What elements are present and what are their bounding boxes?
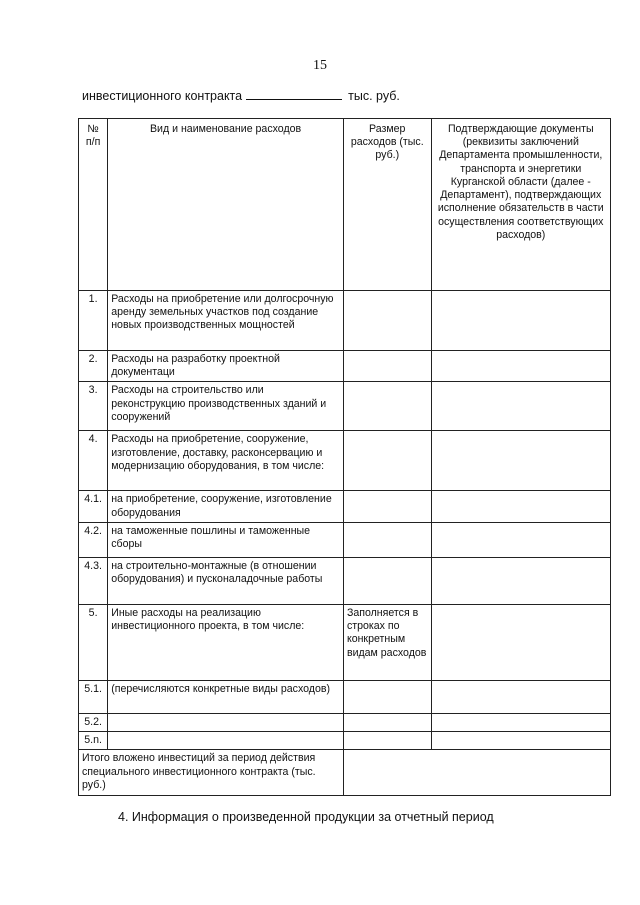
header-docs: Подтверждающие документы (реквизиты заключений Департамента промышленности, транспорта и энергетики Курганской области (далее - Департамент), подтверждающих исполнение обязательств в части осуществления соответствующих расходов) (431, 119, 610, 291)
header-num: № п/п (79, 119, 108, 291)
row-docs (431, 351, 610, 382)
table-row (79, 732, 611, 750)
intro-text-after: тыс. руб. (348, 89, 400, 103)
row-docs (431, 431, 610, 491)
table-row (79, 351, 611, 382)
row-name: на приобретение, сооружение, изготовление оборудования (108, 491, 344, 522)
intro-line (82, 89, 400, 103)
header-size: Размер расходов (тыс. руб.) (343, 119, 431, 291)
total-label: Итого вложено инвестиций за период действия специального инвестиционного контракта (тыс. руб.) (79, 750, 344, 796)
table-row (79, 604, 611, 680)
row-num: 5.n. (79, 732, 108, 750)
page-number: 15 (313, 58, 327, 73)
row-name: Расходы на разработку проектной документаци (108, 351, 344, 382)
row-name (108, 713, 344, 731)
row-num: 4.3. (79, 557, 108, 604)
row-size (343, 491, 431, 522)
row-name: Расходы на приобретение или долгосрочную аренду земельных участков под создание новых производственных мощностей (108, 291, 344, 351)
row-num: 2. (79, 351, 108, 382)
row-size: Заполняется в строках по конкретным видам расходов (343, 604, 431, 680)
row-docs (431, 491, 610, 522)
table-row (79, 557, 611, 604)
amount-blank-line (246, 89, 342, 100)
total-row (79, 750, 611, 796)
row-num: 5. (79, 604, 108, 680)
table-row (79, 431, 611, 491)
row-docs (431, 382, 610, 431)
row-docs (431, 557, 610, 604)
table-row (79, 291, 611, 351)
table-row (79, 522, 611, 557)
section-heading: 4. Информация о произведенной продукции за отчетный период (118, 810, 494, 824)
row-name: Расходы на строительство или реконструкцию производственных зданий и сооружений (108, 382, 344, 431)
header-name: Вид и наименование расходов (108, 119, 344, 291)
row-name: Иные расходы на реализацию инвестиционного проекта, в том числе: (108, 604, 344, 680)
row-docs (431, 604, 610, 680)
row-size (343, 557, 431, 604)
row-docs (431, 522, 610, 557)
row-num: 5.2. (79, 713, 108, 731)
row-size (343, 431, 431, 491)
row-docs (431, 732, 610, 750)
table-row (79, 713, 611, 731)
row-size (343, 382, 431, 431)
expenses-table (78, 118, 611, 796)
row-name: Расходы на приобретение, сооружение, изготовление, доставку, расконсервацию и модернизацию оборудования, в том числе: (108, 431, 344, 491)
row-size (343, 732, 431, 750)
row-size (343, 351, 431, 382)
row-name: (перечисляются конкретные виды расходов) (108, 680, 344, 713)
table-row (79, 382, 611, 431)
row-num: 4.1. (79, 491, 108, 522)
row-docs (431, 680, 610, 713)
row-size (343, 680, 431, 713)
row-size (343, 713, 431, 731)
row-num: 4.2. (79, 522, 108, 557)
row-num: 4. (79, 431, 108, 491)
total-value (343, 750, 610, 796)
table-header-row (79, 119, 611, 291)
row-num: 1. (79, 291, 108, 351)
row-docs (431, 291, 610, 351)
row-num: 3. (79, 382, 108, 431)
row-name (108, 732, 344, 750)
intro-text-before: инвестиционного контракта (82, 89, 243, 103)
row-size (343, 522, 431, 557)
row-name: на строительно-монтажные (в отношении оборудования) и пусконаладочные работы (108, 557, 344, 604)
row-num: 5.1. (79, 680, 108, 713)
row-name: на таможенные пошлины и таможенные сборы (108, 522, 344, 557)
table-row (79, 680, 611, 713)
row-docs (431, 713, 610, 731)
row-size (343, 291, 431, 351)
table-row (79, 491, 611, 522)
